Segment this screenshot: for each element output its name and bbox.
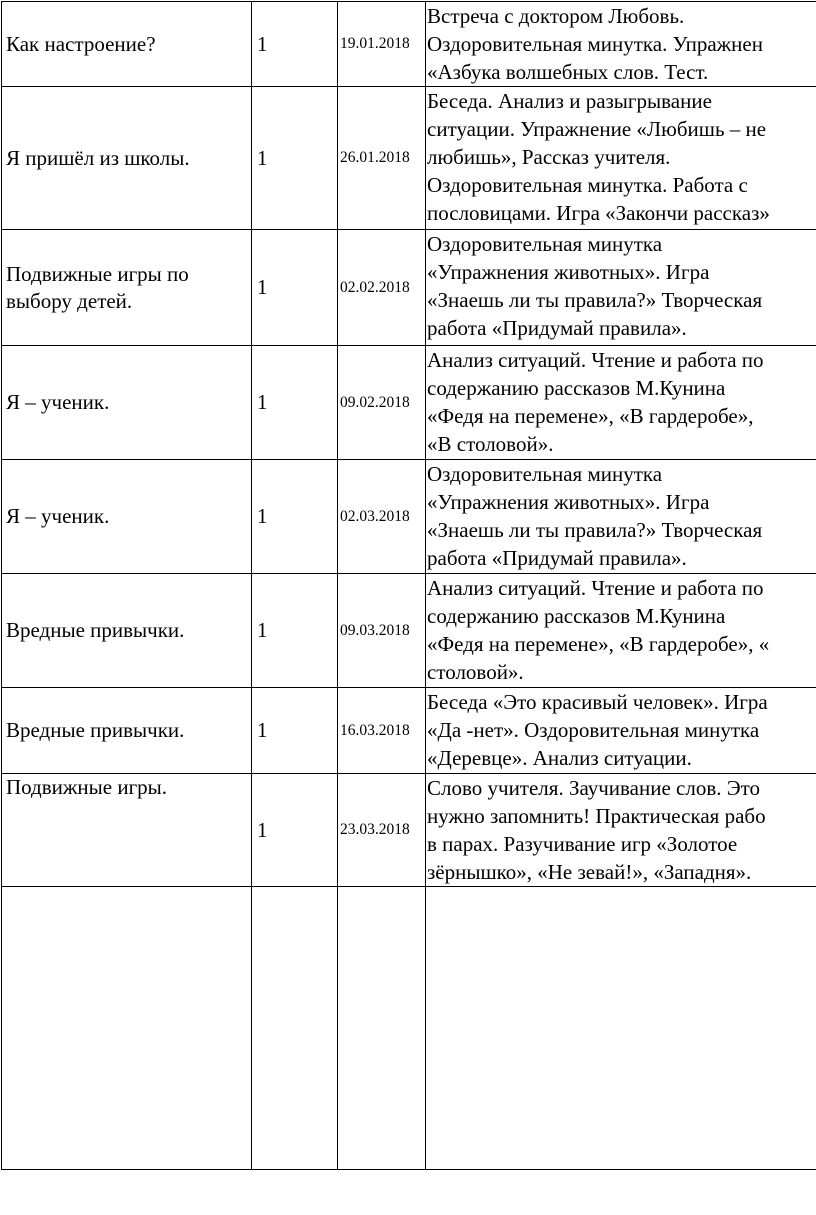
content-cell: Анализ ситуаций. Чтение и работа по содержанию рассказов М.Кунина «Федя на перемене», «В гардеробе», «В столовой».: [426, 346, 816, 460]
table-row: [2, 574, 816, 688]
table-row: [2, 230, 816, 346]
date-cell: 09.02.2018: [338, 346, 426, 460]
hours-cell: 1: [252, 774, 338, 887]
date-cell: 19.01.2018: [338, 2, 426, 87]
hours-cell: [252, 887, 338, 1170]
content-cell: Встреча с доктором Любовь. Оздоровительная минутка. Упражнен «Азбука волшебных слов. Тест.: [426, 2, 816, 87]
lesson-plan-table: [1, 1, 816, 1170]
hours-cell: 1: [252, 346, 338, 460]
topic-cell: Вредные привычки.: [2, 574, 252, 688]
lesson-plan-table-wrapper: [1, 1, 816, 1170]
hours-cell: 1: [252, 87, 338, 230]
table-row: [2, 460, 816, 574]
date-cell: 02.03.2018: [338, 460, 426, 574]
hours-cell: 1: [252, 688, 338, 774]
hours-cell: 1: [252, 2, 338, 87]
date-cell: 09.03.2018: [338, 574, 426, 688]
topic-cell: Я – ученик.: [2, 460, 252, 574]
hours-cell: 1: [252, 460, 338, 574]
date-cell: 23.03.2018: [338, 774, 426, 887]
content-cell: Беседа «Это красивый человек». Игра «Да -нет». Оздоровительная минутка «Деревце». Анализ ситуации.: [426, 688, 816, 774]
content-cell: Оздоровительная минутка «Упражнения животных». Игра «Знаешь ли ты правила?» Творческая работа «Придумай правила».: [426, 460, 816, 574]
table-row: [2, 87, 816, 230]
content-cell: Слово учителя. Заучивание слов. Это нужно запомнить! Практическая рабо в парах. Разучивание игр «Золотое зёрнышко», «Не зевай!», «Западня».: [426, 774, 816, 887]
hours-cell: 1: [252, 574, 338, 688]
topic-cell: Я пришёл из школы.: [2, 87, 252, 230]
hours-cell: 1: [252, 230, 338, 346]
content-cell: Беседа. Анализ и разыгрывание ситуации. Упражнение «Любишь – не любишь», Рассказ учителя. Оздоровительная минутка. Работа с пословицами. Игра «Закончи рассказ»: [426, 87, 816, 230]
topic-cell: Как настроение?: [2, 2, 252, 87]
date-cell: [338, 887, 426, 1170]
topic-cell: Я – ученик.: [2, 346, 252, 460]
table-row: [2, 774, 816, 887]
date-cell: 02.02.2018: [338, 230, 426, 346]
topic-cell: [2, 887, 252, 1170]
content-cell: [426, 887, 816, 1170]
topic-cell: Подвижные игры по выбору детей.: [2, 230, 252, 346]
table-row-empty: [2, 887, 816, 1170]
content-cell: Анализ ситуаций. Чтение и работа по содержанию рассказов М.Кунина «Федя на перемене», «В гардеробе», « столовой».: [426, 574, 816, 688]
topic-cell: Подвижные игры.: [2, 774, 252, 887]
date-cell: 26.01.2018: [338, 87, 426, 230]
table-row: [2, 688, 816, 774]
topic-cell: Вредные привычки.: [2, 688, 252, 774]
content-cell: Оздоровительная минутка «Упражнения животных». Игра «Знаешь ли ты правила?» Творческая работа «Придумай правила».: [426, 230, 816, 346]
table-row: [2, 346, 816, 460]
date-cell: 16.03.2018: [338, 688, 426, 774]
table-row: [2, 2, 816, 87]
